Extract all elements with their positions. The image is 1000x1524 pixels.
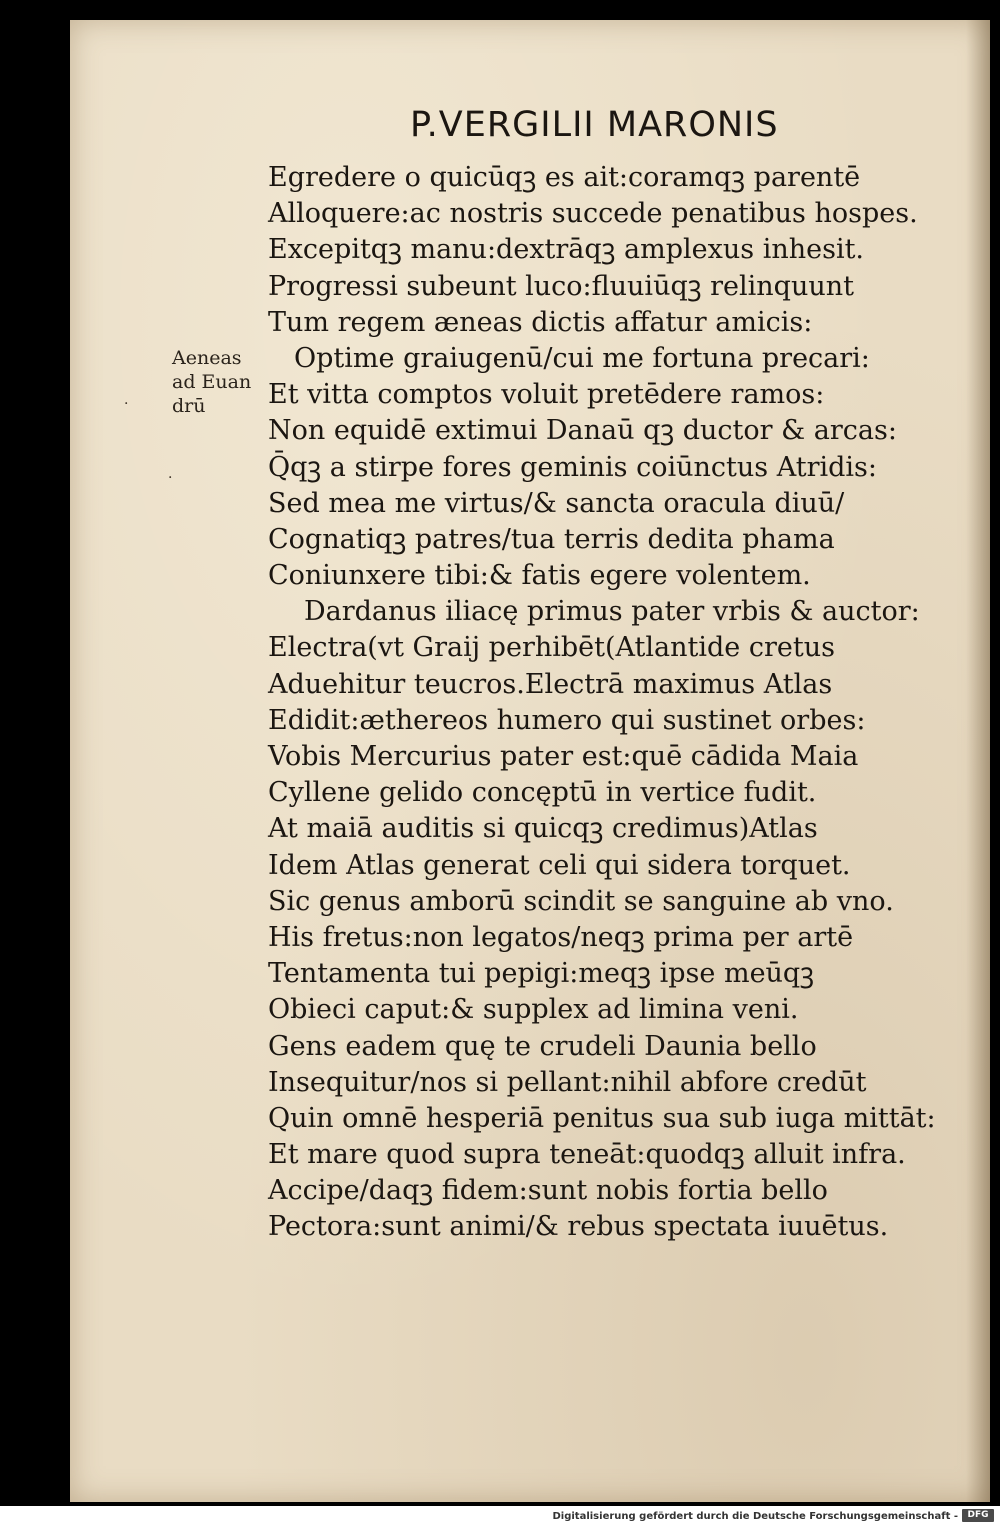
marginal-note-line: ad Euan [172,371,252,393]
verse-line: Dardanus iliacę primus pater vrbis & auctor: [304,596,920,628]
verse-line: Sed mea me virtus/& sancta oracula diuū/ [268,487,845,519]
verse-line: Vobis Mercurius pater est:quē cādida Maia [268,741,859,772]
marginal-note [172,346,267,418]
verse-line: His fretus:non legatos/neqꝫ prima per artē [268,921,854,953]
verse-line: Obieci caput:& supplex ad limina veni. [268,994,799,1026]
dfg-logo: DFG [962,1509,994,1522]
verse-line: Sic genus amborū scindit se sanguine ab vno. [268,885,894,917]
verse-line: Cyllene gelido concęptū in vertice fudit. [268,777,817,809]
verse-line: Q̄qꝫ a stirpe fores geminis coiūnctus Atridis: [268,451,877,483]
verse-line: Et vitta comptos voluit pretēdere ramos: [268,379,825,411]
verse-text [268,160,968,1246]
funding-credit: Digitalisierung gefördert durch die Deutsche Forschungsgemeinschaft - [552,1511,958,1522]
footer-bar [0,1506,1000,1524]
verse-line: Quin omnē hesperiā penitus sua sub iuga mittāt: [268,1102,936,1134]
verse-line: At maiā auditis si quicqꝫ credimus)Atlas [268,813,818,845]
verse-line: Coniunxere tibi:& fatis egere volentem. [268,560,811,592]
verse-line: Pectora:sunt animi/& rebus spectata iuuētus. [268,1211,889,1243]
page-edge-shadow [966,20,990,1502]
verse-line: Gens eadem quę te crudeli Daunia bello [268,1030,817,1062]
verse-line: Insequitur/nos si pellant:nihil abfore credūt [268,1066,867,1098]
verse-line: Tentamenta tui pepigi:meqꝫ ipse meūqꝫ [268,958,815,990]
verse-line: Alloquere:ac nostris succede penatibus hospes. [268,198,918,230]
verse-line: Optime graiugenū/cui me fortuna precari: [294,342,870,374]
verse-line: Tum regem æneas dictis affatur amicis: [268,306,813,338]
running-head: P.VERGILII MARONIS [410,105,779,145]
verse-line: Egredere o quicūqꝫ es ait:coramqꝫ parentē [268,162,861,193]
verse-line: Aduehitur teucros.Electrā maximus Atlas [268,668,833,700]
verse-line: Edidit:æthereos humero qui sustinet orbes: [268,704,866,736]
verse-line: Idem Atlas generat celi qui sidera torquet. [268,849,851,881]
verse-line: Accipe/daqꝫ fidem:sunt nobis fortia bello [268,1175,828,1207]
verse-line: Non equidē extimui Danaū qꝫ ductor & arcas: [268,415,897,447]
marginal-note-line: Aeneas [172,347,242,369]
verse-line: Progressi subeunt luco:fluuiūqꝫ relinquunt [268,270,854,302]
stray-ink-mark: · [124,396,129,412]
stray-ink-mark: · [168,470,173,486]
marginal-note-line: drū [172,395,206,417]
verse-line: Cognatiqꝫ patres/tua terris dedita phama [268,523,835,555]
verse-line: Electra(vt Graij perhibēt(Atlantide cretus [268,632,835,664]
verse-line: Excepitqꝫ manu:dextrāqꝫ amplexus inhesit. [268,234,865,266]
verse-line: Et mare quod supra teneāt:quodqꝫ alluit infra. [268,1139,906,1171]
